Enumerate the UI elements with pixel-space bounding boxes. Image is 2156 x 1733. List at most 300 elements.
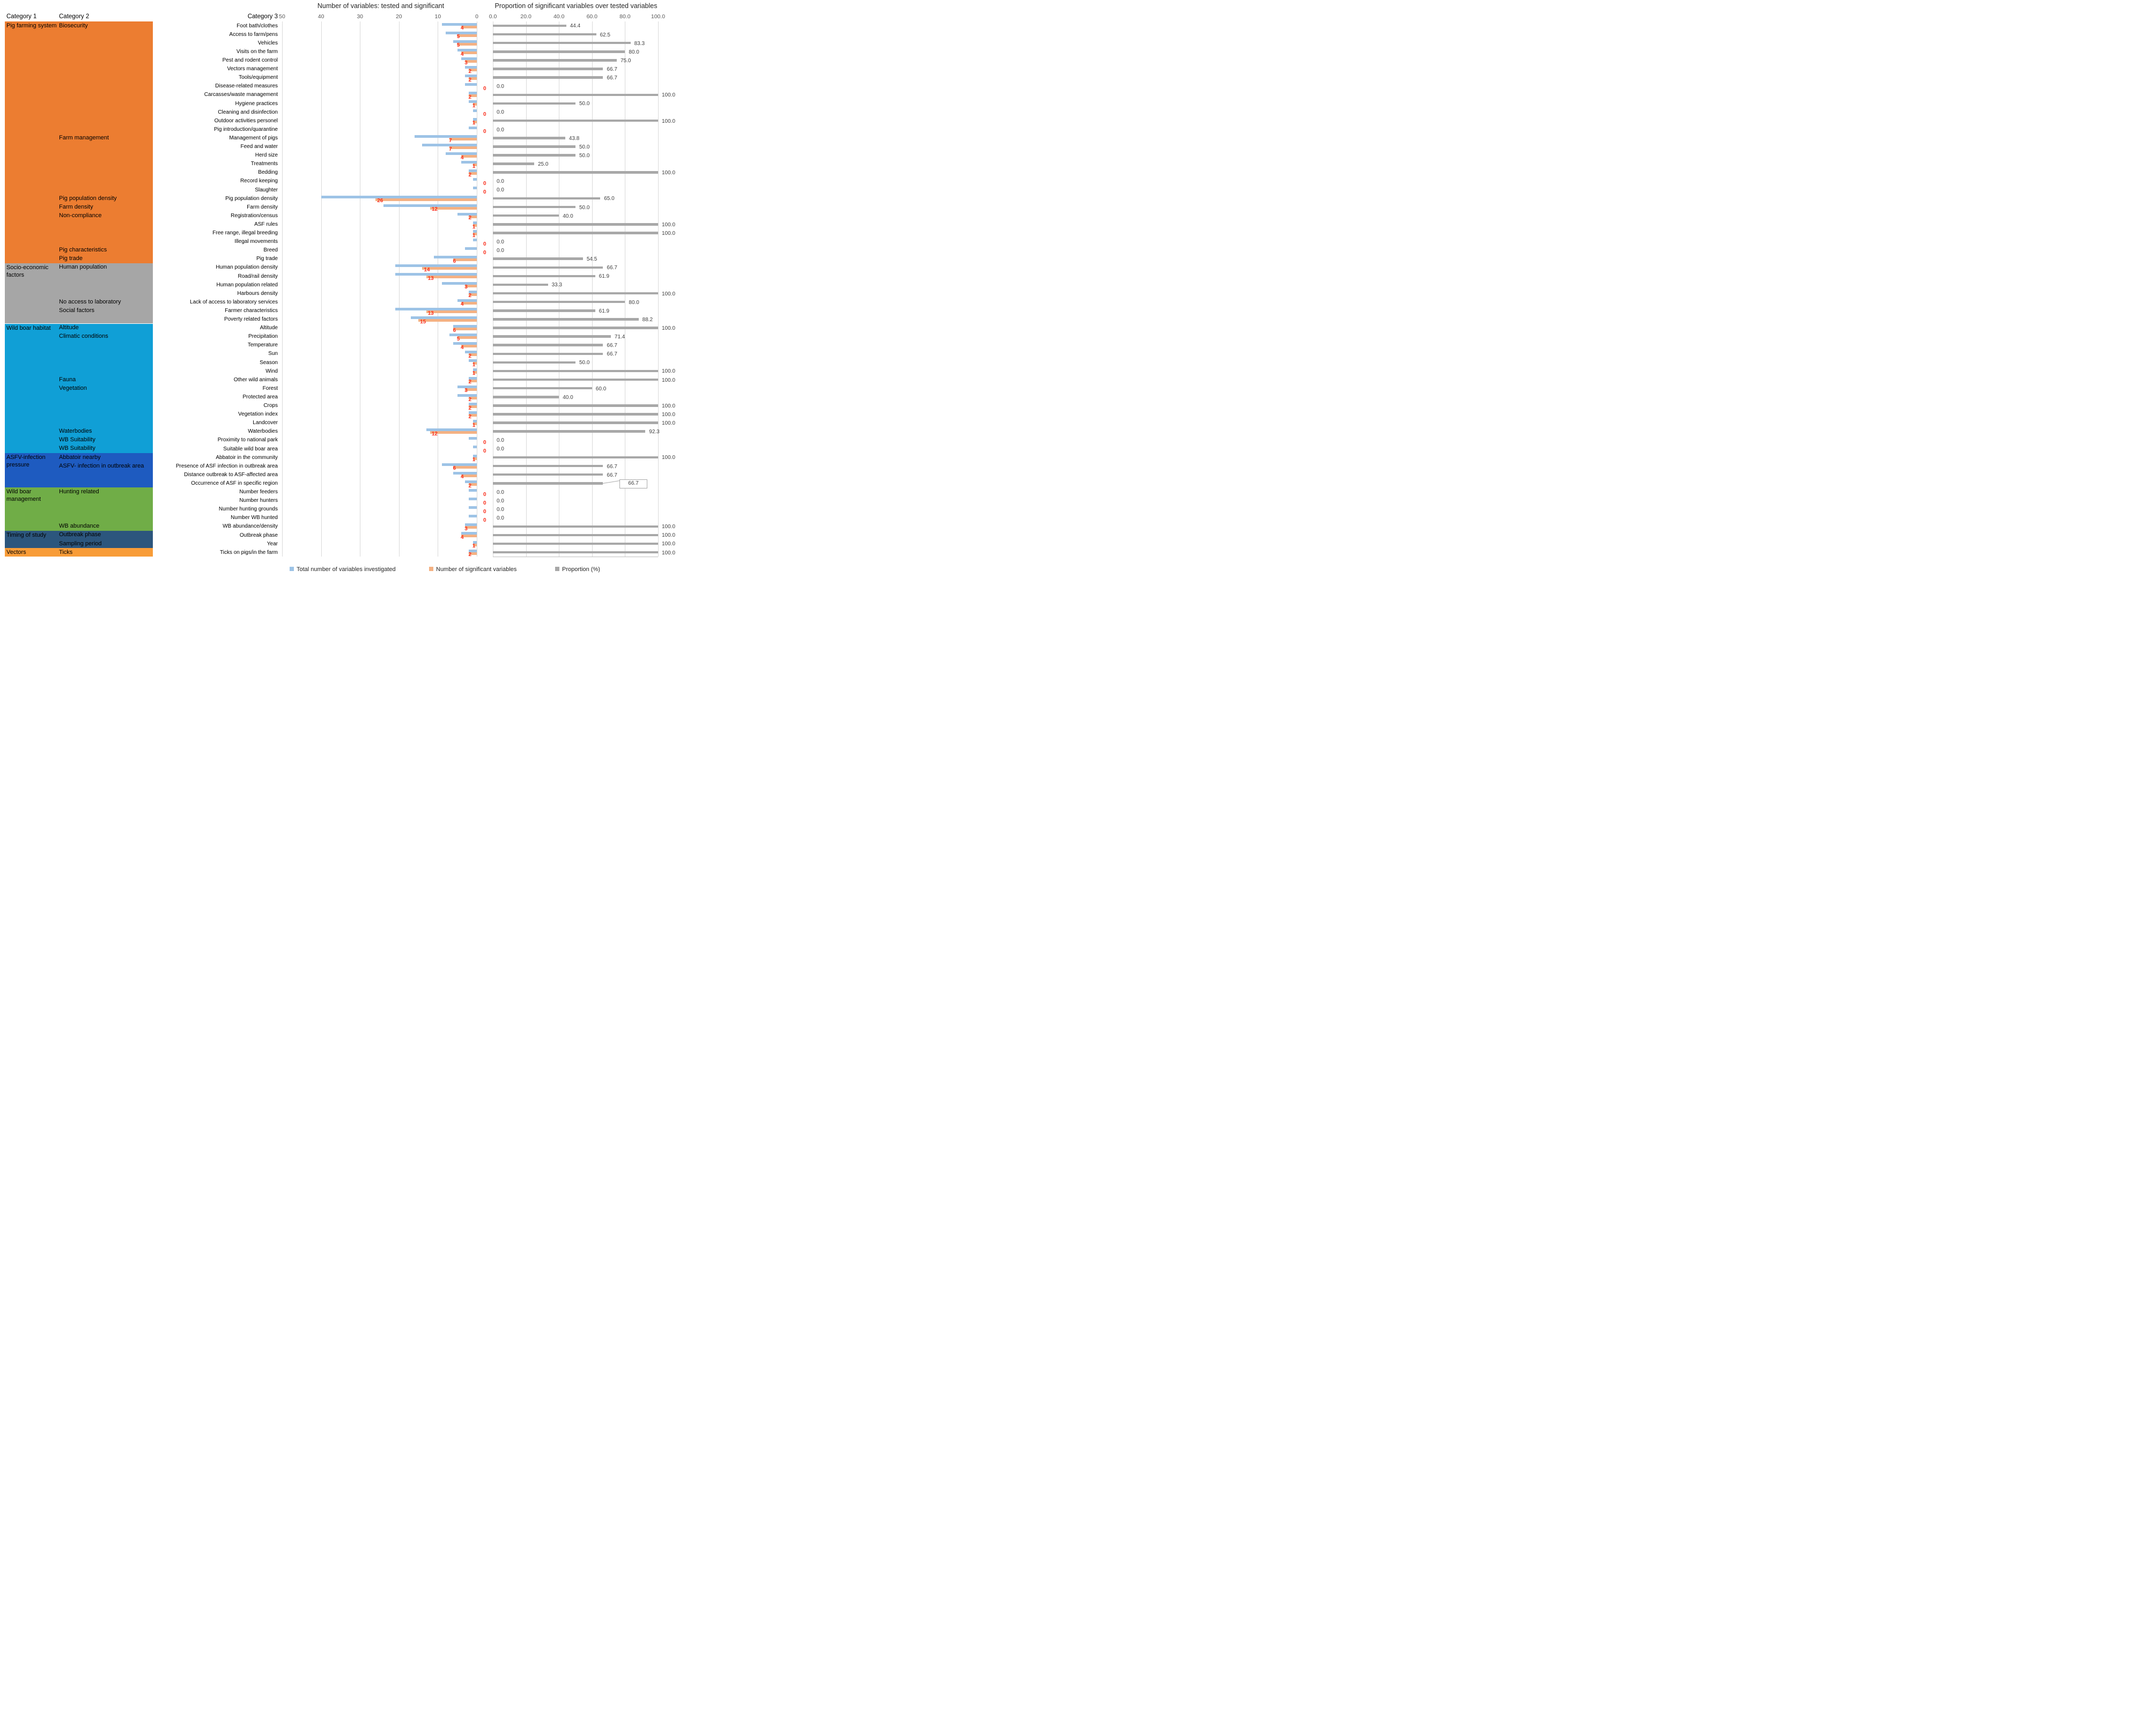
right-axis-tick-label: 0.0 bbox=[489, 13, 497, 20]
category3-label: ASF rules bbox=[254, 221, 278, 227]
category2-label: WB Suitability bbox=[59, 436, 95, 443]
category3-label: Vegetation index bbox=[238, 411, 278, 418]
proportion-bar bbox=[493, 257, 583, 260]
significant-value-label: 6 bbox=[453, 465, 456, 472]
category3-label: Herd size bbox=[255, 152, 278, 159]
proportion-value-label: 100.0 bbox=[662, 118, 676, 124]
proportion-bar bbox=[493, 206, 575, 209]
significant-value-label: 15 bbox=[420, 319, 426, 325]
category3-label: Wind bbox=[265, 368, 278, 374]
proportion-bar bbox=[493, 551, 658, 554]
proportion-bar bbox=[493, 534, 658, 537]
proportion-bar bbox=[493, 102, 575, 105]
significant-value-label: 1 bbox=[472, 120, 476, 127]
proportion-value-label: 100.0 bbox=[662, 92, 676, 99]
right-axis-tick-label: 80.0 bbox=[619, 13, 631, 20]
proportion-bar bbox=[493, 292, 658, 295]
category3-label: Number hunters bbox=[239, 498, 278, 504]
proportion-value-label: 66.7 bbox=[607, 265, 617, 271]
callout-leader bbox=[603, 480, 621, 483]
category2-label: Sampling period bbox=[59, 540, 102, 547]
category3-label: Altitude bbox=[260, 325, 278, 331]
category3-label: Vehicles bbox=[257, 40, 278, 46]
tested-bar bbox=[473, 446, 477, 448]
proportion-value-label: 100.0 bbox=[662, 403, 676, 409]
proportion-value-label: 0.0 bbox=[497, 446, 504, 453]
category2-label: Farm density bbox=[59, 203, 93, 210]
proportion-bar bbox=[493, 145, 575, 148]
proportion-value-label: 0.0 bbox=[497, 438, 504, 444]
proportion-value-label: 0.0 bbox=[497, 507, 504, 513]
proportion-value-label: 60.0 bbox=[595, 386, 607, 392]
category3-label: Hygiene practices bbox=[235, 100, 278, 107]
tested-bar bbox=[469, 489, 477, 492]
significant-value-label: 3 bbox=[464, 60, 468, 66]
proportion-value-label: 100.0 bbox=[662, 541, 676, 547]
significant-bar bbox=[449, 146, 477, 149]
significant-value-label: 4 bbox=[460, 301, 464, 308]
proportion-value-label: 0.0 bbox=[497, 248, 504, 254]
category1-header: Category 1 bbox=[6, 13, 37, 20]
middle-axis-tick-label: 0 bbox=[475, 13, 478, 20]
category2-label: No access to laboratory bbox=[59, 298, 121, 305]
proportion-bar bbox=[493, 482, 603, 485]
proportion-value-label: 50.0 bbox=[579, 204, 590, 211]
category3-label: Access to farm/pens bbox=[229, 31, 278, 38]
proportion-value-label: 43.8 bbox=[568, 135, 580, 142]
category2-label: Biosecurity bbox=[59, 22, 88, 29]
category2-label: Vegetation bbox=[59, 384, 87, 391]
proportion-bar bbox=[493, 284, 548, 286]
category2-label: Pig population density bbox=[59, 195, 117, 202]
category2-label: ASFV- infection in outbreak area bbox=[59, 462, 144, 469]
tested-bar bbox=[473, 187, 477, 189]
proportion-bar bbox=[493, 309, 595, 312]
category3-label: Number WB hunted bbox=[231, 515, 278, 521]
significant-value-label: 2 bbox=[468, 94, 472, 100]
proportion-value-label: 100.0 bbox=[662, 411, 676, 418]
proportion-bar bbox=[493, 335, 611, 338]
significant-value-label: 1 bbox=[472, 543, 476, 550]
tested-bar bbox=[473, 109, 477, 112]
category3-label: Other wild animals bbox=[233, 376, 278, 383]
middle-gridline bbox=[321, 21, 322, 557]
category3-label: Road/rail density bbox=[238, 273, 278, 279]
proportion-swatch-icon bbox=[555, 567, 559, 571]
significant-value-label: 2 bbox=[468, 483, 472, 489]
category2-label: Hunting related bbox=[59, 488, 99, 495]
significant-value-label: 2 bbox=[468, 353, 472, 359]
category3-label: Farm density bbox=[247, 204, 278, 210]
significant-value-label: 4 bbox=[460, 154, 464, 161]
significant-value-label: 14 bbox=[424, 267, 430, 273]
proportion-value-label: 100.0 bbox=[662, 532, 676, 539]
legend-item-proportion bbox=[555, 566, 600, 573]
significant-bar bbox=[453, 465, 477, 472]
proportion-value-label: 75.0 bbox=[621, 57, 631, 64]
proportion-value-label: 25.0 bbox=[538, 161, 549, 167]
proportion-value-label: 0.0 bbox=[497, 515, 504, 522]
significant-value-label: 4 bbox=[460, 51, 464, 57]
significant-value-label: 0 bbox=[483, 448, 486, 455]
proportion-value-label: 80.0 bbox=[629, 299, 639, 306]
proportion-value-label: 66.7 bbox=[607, 75, 617, 81]
category2-label: Non-compliance bbox=[59, 212, 102, 219]
proportion-value-label: 100.0 bbox=[662, 230, 676, 236]
category3-label: Visits on the farm bbox=[236, 48, 278, 55]
proportion-value-label: 0.0 bbox=[497, 498, 504, 504]
proportion-bar bbox=[493, 379, 658, 381]
proportion-bar bbox=[493, 266, 603, 269]
significant-value-label: 1 bbox=[472, 422, 476, 428]
category3-label: Ticks on pigs/in the farm bbox=[219, 549, 278, 556]
category3-label: Abbatoir in the community bbox=[216, 454, 278, 461]
proportion-bar bbox=[493, 413, 658, 416]
right-gridline bbox=[658, 21, 659, 557]
category3-label: Landcover bbox=[253, 420, 278, 426]
significant-value-label: 12 bbox=[431, 206, 438, 213]
proportion-bar bbox=[493, 223, 658, 226]
category3-label: Foot bath/clothes bbox=[237, 23, 278, 29]
tested-bar bbox=[473, 178, 477, 181]
proportion-bar bbox=[493, 94, 658, 97]
category3-label: Harbours density bbox=[237, 290, 278, 297]
proportion-value-label: 100.0 bbox=[662, 368, 676, 375]
category3-label: Distance outbreak to ASF-affected area bbox=[184, 471, 278, 478]
significant-value-label: 2 bbox=[468, 68, 472, 75]
proportion-value-label: 50.0 bbox=[579, 152, 590, 159]
proportion-value-label: 100.0 bbox=[662, 221, 676, 228]
middle-axis-tick-label: 30 bbox=[357, 13, 364, 20]
proportion-bar bbox=[493, 327, 658, 329]
proportion-bar bbox=[493, 68, 603, 70]
category3-label: Bedding bbox=[258, 169, 278, 176]
category2-label: Waterbodies bbox=[59, 428, 92, 435]
proportion-bar bbox=[493, 120, 658, 122]
significant-value-label: 0 bbox=[483, 129, 486, 135]
significant-value-label: 2 bbox=[468, 293, 472, 299]
category3-label: Number feeders bbox=[239, 489, 278, 495]
category3-label: Record keeping bbox=[240, 178, 278, 184]
proportion-value-label: 83.3 bbox=[634, 40, 645, 47]
category2-label: Social factors bbox=[59, 307, 95, 314]
significant-value-label: 1 bbox=[472, 103, 476, 109]
category2-label: Outbreak phase bbox=[59, 531, 101, 538]
category2-label: Ticks bbox=[59, 549, 73, 556]
category3-label: Breed bbox=[263, 247, 278, 254]
significant-value-label: 3 bbox=[464, 284, 468, 291]
significant-value-label: 0 bbox=[483, 189, 486, 196]
proportion-bar bbox=[493, 396, 559, 398]
proportion-value-label: 33.3 bbox=[551, 282, 563, 288]
significant-value-label: 5 bbox=[456, 336, 460, 342]
category3-label: Presence of ASF infection in outbreak area bbox=[175, 463, 278, 469]
proportion-value-label: 50.0 bbox=[579, 101, 590, 107]
category3-label: Proximity to national park bbox=[217, 437, 278, 443]
significant-bar bbox=[457, 34, 477, 37]
category3-label: Waterbodies bbox=[248, 428, 278, 435]
significant-value-label: 3 bbox=[464, 526, 468, 532]
category1-label: ASFV-infection pressure bbox=[6, 454, 46, 468]
proportion-value-label: 80.0 bbox=[629, 49, 639, 55]
significant-value-label: 5 bbox=[456, 34, 460, 40]
proportion-value-label: 0.0 bbox=[497, 239, 504, 245]
category3-label: Suitable wild boar area bbox=[223, 446, 278, 452]
significant-swatch-icon bbox=[429, 567, 433, 571]
category3-label: Outdoor activities personel bbox=[214, 117, 278, 124]
middle-axis-tick-label: 50 bbox=[279, 13, 285, 20]
figure-canvas bbox=[0, 0, 719, 579]
category3-header: Category 3 bbox=[247, 13, 278, 20]
category3-label: Treatments bbox=[250, 161, 278, 167]
right-axis-tick-label: 100.0 bbox=[651, 13, 666, 20]
significant-value-label: 4 bbox=[460, 474, 464, 480]
proportion-value-label: 0.0 bbox=[497, 187, 504, 194]
proportion-value-label: 66.7 bbox=[607, 66, 617, 72]
proportion-bar bbox=[493, 353, 603, 356]
tested-bar bbox=[469, 506, 477, 509]
proportion-value-label: 100.0 bbox=[662, 455, 676, 461]
proportion-value-label: 61.9 bbox=[599, 308, 610, 314]
category3-label: Pig trade bbox=[256, 256, 278, 262]
category1-label: Timing of study bbox=[6, 531, 47, 538]
significant-value-label: 0 bbox=[483, 517, 486, 523]
significant-value-label: 2 bbox=[468, 552, 472, 558]
category3-label: Lack of access to laboratory services bbox=[190, 299, 278, 305]
significant-value-label: 4 bbox=[460, 344, 464, 351]
significant-value-label: 0 bbox=[483, 500, 486, 506]
tested-bar bbox=[469, 498, 477, 500]
category3-label: Pig introduction/quarantine bbox=[214, 126, 278, 132]
proportion-value-label: 0.0 bbox=[497, 84, 504, 90]
significant-bar bbox=[422, 267, 477, 270]
middle-gridline bbox=[282, 21, 283, 557]
category3-label: Vectors management bbox=[227, 66, 278, 72]
proportion-value-label: 0.0 bbox=[497, 489, 504, 495]
significant-bar bbox=[453, 258, 477, 261]
category3-label: Precipitation bbox=[248, 334, 278, 340]
category1-block bbox=[5, 263, 153, 324]
significant-value-label: 7 bbox=[449, 137, 452, 144]
category1-label: Socio-economic factors bbox=[6, 264, 49, 278]
category3-label: Illegal movements bbox=[234, 239, 278, 245]
category2-label: Fauna bbox=[59, 376, 76, 383]
significant-bar bbox=[456, 42, 477, 49]
proportion-value-label: 61.9 bbox=[599, 273, 610, 280]
category2-label: Abbatoir nearby bbox=[59, 454, 101, 461]
proportion-value-label: 100.0 bbox=[662, 325, 676, 331]
significant-value-label: 2 bbox=[468, 405, 472, 411]
middle-axis-tick-label: 20 bbox=[395, 13, 402, 20]
tested-bar bbox=[465, 83, 477, 86]
significant-value-label: 2 bbox=[468, 413, 472, 420]
proportion-bar bbox=[493, 137, 565, 139]
significant-bar bbox=[418, 319, 477, 322]
significant-value-label: 1 bbox=[472, 457, 476, 463]
right-axis-tick-label: 60.0 bbox=[586, 13, 598, 20]
proportion-bar bbox=[493, 543, 658, 545]
category3-label: WB abundance/density bbox=[223, 523, 278, 530]
proportion-bar bbox=[493, 76, 603, 79]
proportion-value-label: 66.7 bbox=[607, 472, 617, 478]
proportion-bar bbox=[493, 370, 658, 373]
category2-label: Altitude bbox=[59, 324, 79, 331]
tested-bar bbox=[469, 515, 477, 517]
proportion-bar bbox=[493, 301, 625, 303]
proportion-bar bbox=[493, 154, 575, 157]
significant-value-label: 12 bbox=[431, 431, 438, 437]
right-axis-tick-label: 20.0 bbox=[520, 13, 531, 20]
category3-label: Season bbox=[260, 359, 278, 366]
significant-value-label: 0 bbox=[483, 181, 486, 187]
proportion-bar bbox=[493, 473, 603, 476]
significant-bar bbox=[457, 336, 477, 339]
category1-label: Vectors bbox=[6, 549, 26, 556]
proportion-value-label: 88.2 bbox=[642, 316, 653, 323]
tested-bar bbox=[465, 247, 477, 250]
significant-bar bbox=[449, 138, 477, 140]
category2-header: Category 2 bbox=[59, 13, 90, 20]
category3-label: Carcasses/waste management bbox=[204, 92, 278, 98]
proportion-bar bbox=[493, 162, 534, 165]
category3-label: Outbreak phase bbox=[239, 532, 278, 538]
significant-value-label: 3 bbox=[464, 388, 468, 394]
proportion-bar bbox=[493, 214, 559, 217]
proportion-value-label: 100.0 bbox=[662, 377, 676, 383]
significant-value-label: 1 bbox=[472, 224, 476, 230]
significant-value-label: 1 bbox=[472, 232, 476, 239]
proportion-value-label: 40.0 bbox=[563, 394, 573, 401]
tested-bar bbox=[469, 437, 477, 440]
category3-label: Tools/equipment bbox=[239, 75, 278, 81]
legend-label-proportion: Proportion (%) bbox=[562, 566, 600, 573]
tested-bar bbox=[473, 239, 477, 241]
legend-label-tested: Total number of variables investigated bbox=[297, 566, 396, 573]
middle-chart-title: Number of variables: tested and significant bbox=[317, 2, 445, 10]
significant-value-label: 0 bbox=[483, 440, 486, 446]
right-gridline bbox=[592, 21, 593, 557]
significant-value-label: 1 bbox=[472, 371, 476, 377]
proportion-bar bbox=[493, 525, 658, 528]
category1-block bbox=[5, 548, 153, 557]
significant-value-label: 13 bbox=[427, 276, 434, 282]
significant-value-label: 0 bbox=[483, 249, 486, 256]
category3-label: Farmer characteristics bbox=[225, 307, 278, 314]
proportion-value-label: 100.0 bbox=[662, 291, 676, 297]
category2-label: WB Suitability bbox=[59, 445, 95, 452]
category3-label: Feed and water bbox=[240, 144, 278, 150]
proportion-bar bbox=[493, 50, 625, 53]
proportion-bar bbox=[493, 344, 603, 346]
significant-value-label: 2 bbox=[468, 379, 472, 386]
legend-item-significant bbox=[429, 566, 516, 573]
proportion-value-label: 100.0 bbox=[662, 550, 676, 556]
middle-axis-tick-label: 40 bbox=[318, 13, 324, 20]
proportion-value-label: 100.0 bbox=[662, 170, 676, 176]
category3-label: Slaughter bbox=[255, 187, 278, 193]
proportion-value-label: 0.0 bbox=[497, 127, 504, 133]
significant-value-label: 5 bbox=[456, 42, 460, 49]
proportion-value-label: 100.0 bbox=[662, 420, 676, 426]
significant-value-label: 4 bbox=[460, 25, 464, 32]
category2-label: Farm management bbox=[59, 134, 109, 141]
significant-value-label: 0 bbox=[483, 85, 486, 92]
proportion-bar bbox=[493, 171, 658, 174]
proportion-value-label: 0.0 bbox=[497, 179, 504, 185]
proportion-bar bbox=[493, 404, 658, 407]
category2-label: Human population bbox=[59, 264, 107, 271]
proportion-bar bbox=[493, 25, 566, 27]
proportion-value-label: 71.4 bbox=[614, 334, 625, 340]
proportion-bar bbox=[493, 42, 631, 45]
proportion-bar bbox=[493, 421, 658, 424]
significant-value-label: 2 bbox=[468, 215, 472, 221]
significant-value-label: 2 bbox=[468, 396, 472, 403]
category1-block bbox=[5, 21, 153, 263]
callout-box: 66.7 bbox=[619, 479, 647, 488]
category3-label: Sun bbox=[268, 351, 278, 357]
category1-label: Wild boar habitat bbox=[6, 324, 51, 331]
significant-value-label: 1 bbox=[472, 163, 476, 169]
proportion-value-label: 40.0 bbox=[563, 213, 573, 219]
proportion-value-label: 62.5 bbox=[600, 32, 610, 38]
proportion-bar bbox=[493, 361, 575, 364]
category1-label: Pig farming system bbox=[6, 23, 57, 29]
category2-label: WB abundance bbox=[59, 523, 100, 530]
significant-value-label: 2 bbox=[468, 77, 472, 83]
proportion-value-label: 100.0 bbox=[662, 524, 676, 530]
proportion-value-label: 65.0 bbox=[604, 196, 615, 202]
legend-item-tested bbox=[290, 566, 396, 573]
tested-bar bbox=[469, 127, 477, 129]
proportion-value-label: 92.3 bbox=[649, 429, 660, 435]
proportion-value-label: 54.5 bbox=[586, 256, 597, 263]
significant-value-label: 13 bbox=[427, 310, 434, 316]
category3-label: Human population related bbox=[216, 282, 278, 288]
significant-value-label: 4 bbox=[460, 535, 464, 541]
proportion-bar bbox=[493, 465, 603, 468]
category3-label: Pest and rodent control bbox=[222, 57, 278, 63]
category3-label: Human population density bbox=[216, 264, 278, 271]
significant-value-label: 0 bbox=[483, 491, 486, 498]
legend-label-significant: Number of significant variables bbox=[436, 566, 517, 573]
proportion-value-label: 50.0 bbox=[579, 360, 590, 366]
category3-label: Disease-related measures bbox=[215, 83, 278, 90]
significant-bar bbox=[453, 328, 477, 330]
proportion-bar bbox=[493, 197, 600, 200]
right-chart-title: Proportion of significant variables over tested variables bbox=[494, 2, 658, 10]
significant-value-label: 0 bbox=[483, 508, 486, 515]
category3-label: Forest bbox=[262, 385, 278, 391]
proportion-bar bbox=[493, 387, 592, 390]
category3-label: Temperature bbox=[247, 342, 278, 349]
significant-bar bbox=[375, 198, 477, 201]
middle-axis-tick-label: 10 bbox=[434, 13, 441, 20]
proportion-bar bbox=[493, 275, 595, 278]
tested-swatch-icon bbox=[290, 567, 294, 571]
proportion-value-label: 50.0 bbox=[579, 144, 590, 150]
proportion-bar bbox=[493, 430, 645, 433]
proportion-bar bbox=[493, 456, 658, 459]
category3-label: Year bbox=[267, 540, 278, 547]
significant-value-label: 26 bbox=[377, 198, 383, 204]
significant-value-label: 2 bbox=[468, 172, 472, 178]
category3-label: Registration/census bbox=[231, 212, 278, 219]
proportion-value-label: 0.0 bbox=[497, 109, 504, 116]
category1-label: Wild boar management bbox=[6, 488, 41, 503]
right-axis-tick-label: 40.0 bbox=[553, 13, 565, 20]
middle-gridline bbox=[399, 21, 400, 557]
